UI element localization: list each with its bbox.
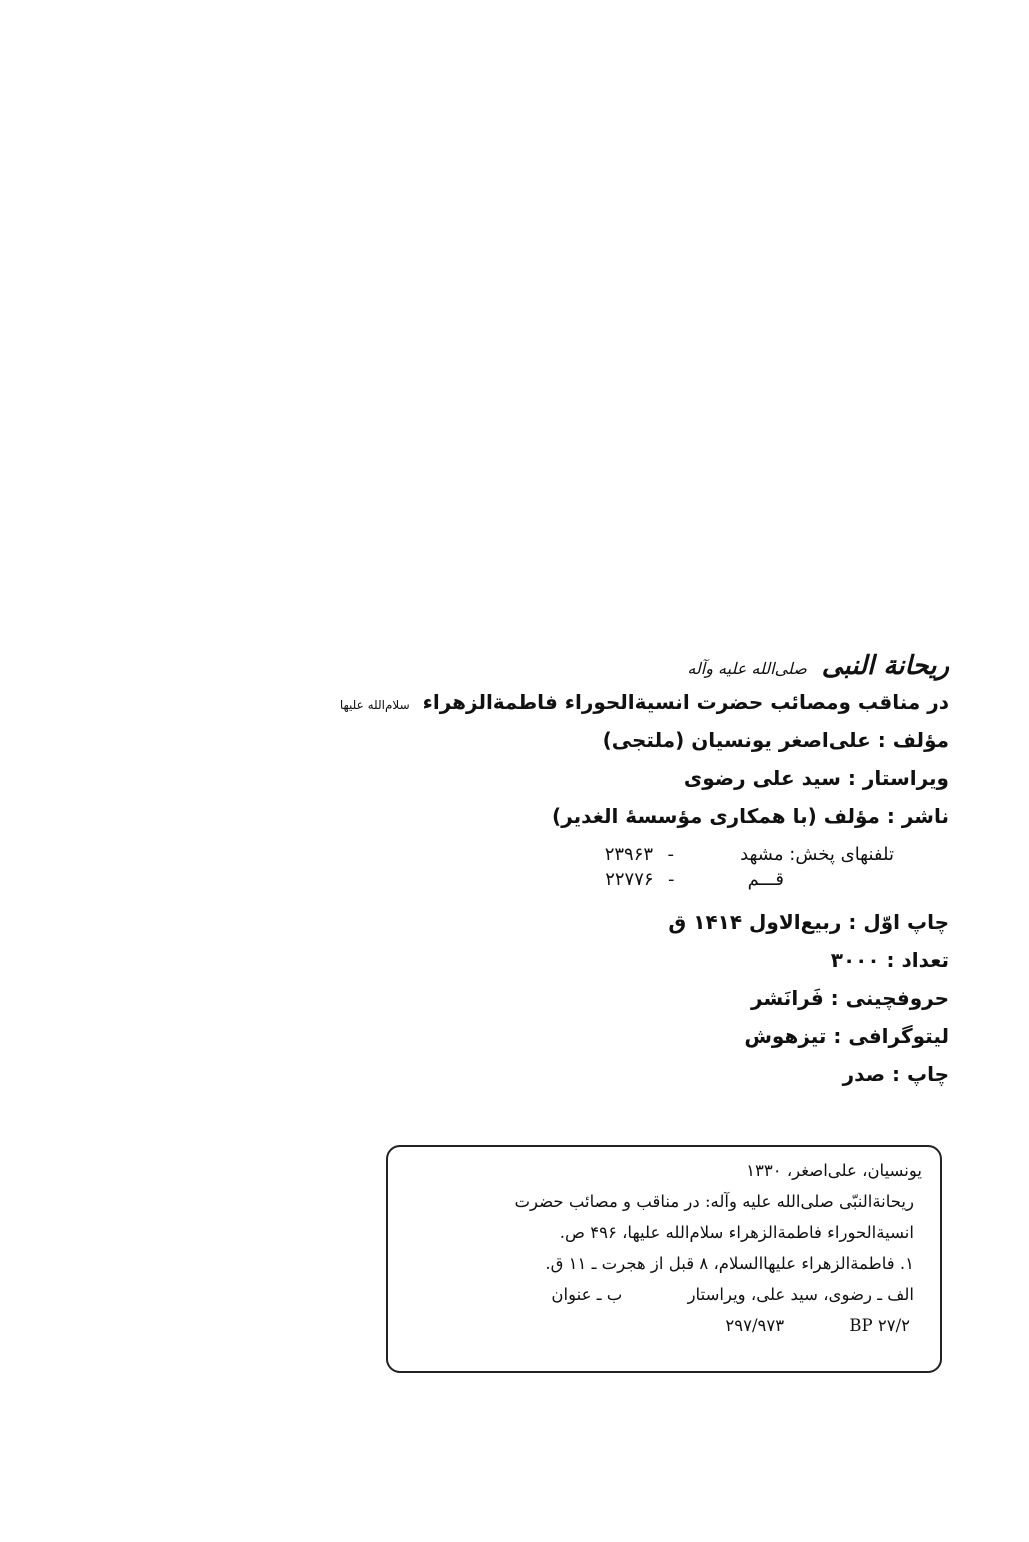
phone-city: قـــم — [747, 869, 784, 890]
book-subtitle — [339, 688, 949, 716]
print-details — [349, 908, 949, 1088]
print-count-line: تعداد : ۳۰۰۰ — [830, 948, 949, 972]
phone-dash: - — [667, 844, 675, 865]
card-added-entries — [406, 1279, 922, 1310]
phone-number: ۲۳۹۶۳ — [604, 844, 654, 865]
printing-line: چاپ : صدر — [842, 1062, 949, 1086]
card-call-numbers — [406, 1310, 922, 1341]
card-title-line-2: انسیة‌الحوراء فاطمة‌الزهراء سلام‌الله علیها، ۴۹۶ ص. — [559, 1223, 914, 1242]
book-subtitle-honorific: سلام‌الله علیها — [339, 698, 410, 712]
card-dewey-number: ۲۹۷/۹۷۳ — [725, 1316, 785, 1335]
phone-row-qom — [349, 867, 894, 892]
phones-label: تلفنهای پخش: — [789, 844, 894, 865]
catalog-card — [386, 1145, 942, 1373]
card-subject-line: ۱. فاطمة‌الزهراء علیهاالسلام، ۸ قبل از هجرت ـ ۱۱ ق. — [545, 1254, 914, 1273]
phone-number: ۲۲۷۷۶ — [605, 869, 654, 890]
card-added-entry-b: ب ـ عنوان — [551, 1285, 623, 1304]
lithography-line: لیتوگرافی : تیزهوش — [744, 1024, 949, 1048]
book-title-honorific: صلی‌الله علیه وآله — [687, 659, 807, 678]
phone-row-mashhad — [349, 842, 894, 867]
card-added-entry-a: الف ـ رضوی، سید علی، ویراستار — [687, 1285, 914, 1304]
typesetting-line: حروفچینی : فَرانَشر — [751, 986, 949, 1010]
author-line: مؤلف : علی‌اصغر یونسیان (ملتجی) — [602, 728, 949, 752]
card-title-line-1: ریحانة‌النبّی صلی‌الله علیه وآله: در مناقب و مصائب حضرت — [514, 1192, 914, 1211]
phone-dash: - — [668, 869, 675, 890]
first-print-line: چاپ اوّل : ربیع‌الاول ۱۴۱۴ ق — [668, 910, 949, 934]
book-subtitle-main: در مناقب ومصائب حضرت انسیة‌الحوراء فاطمة‌الزهراء — [422, 690, 949, 714]
publisher-line: ناشر : مؤلف (با همکاری مؤسسهٔ الغدیر) — [552, 804, 949, 828]
card-lc-number: BP ۲۷/۲ — [849, 1316, 910, 1335]
book-title — [349, 652, 949, 680]
card-author-line: یونسیان، علی‌اصغر، ۱۳۳۰ — [746, 1161, 922, 1180]
colophon — [339, 651, 949, 1098]
phone-city: مشهد — [740, 844, 784, 865]
editor-line: ویراستار : سید علی رضوی — [683, 766, 949, 790]
distribution-phones — [349, 842, 894, 892]
book-title-main: ریحانة النبی — [821, 651, 949, 681]
